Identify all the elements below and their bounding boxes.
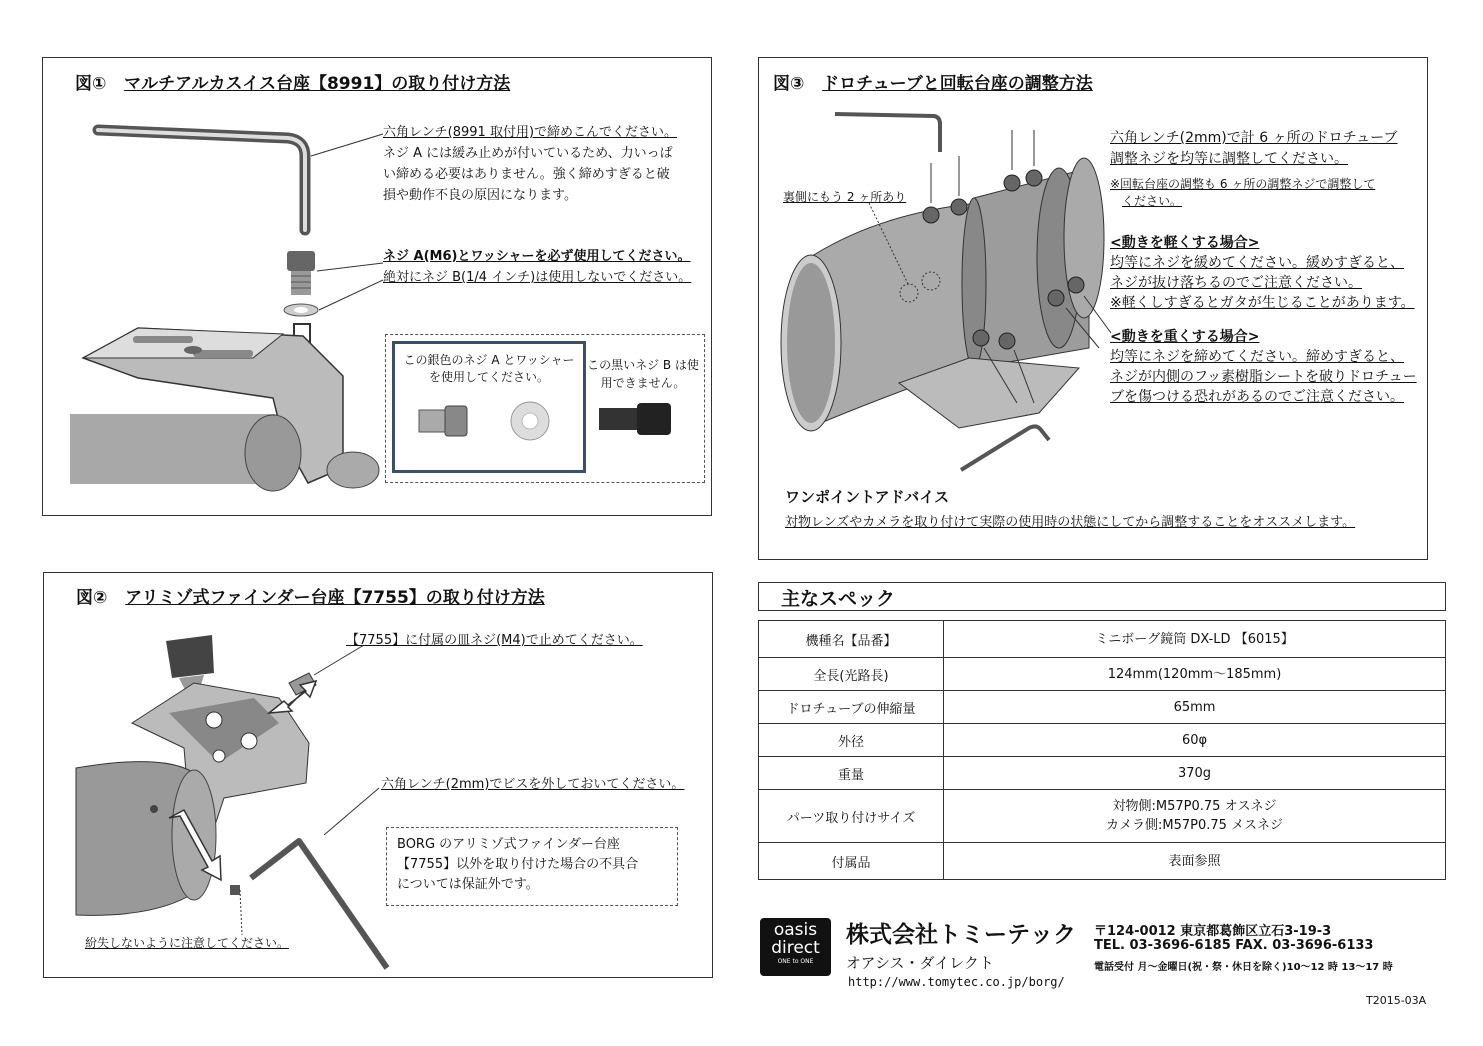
doc-code: T2015-03A (1366, 994, 1427, 1007)
fig3-lighter: <動きを軽くする場合> 均等にネジを緩めてください。緩めすぎると、 ネジが抜け落ちるのでご注意ください。 ※軽くしすぎるとガタが生じることがあります。 (1110, 235, 1415, 311)
fig3-title-text: ドロチューブと回転台座の調整方法 (822, 74, 1093, 94)
fig3-main-note: 六角レンチ(2mm)で計 6 ヶ所のドロチューブ 調整ネジを均等に調整してください。 (1110, 130, 1398, 167)
small-screw (230, 885, 240, 895)
spec-row (759, 658, 1446, 691)
advice-heading: ワンポイントアドバイス (785, 488, 950, 506)
spec-table (758, 620, 1446, 880)
ng-screw-icon (43, 58, 711, 515)
finder-knob (166, 635, 214, 678)
ok-caption: この銀色のネジ A とワッシャーを使用してください。 (403, 353, 575, 384)
company-tel: TEL. 03-3696-6185 FAX. 03-3696-6133 (1094, 938, 1374, 953)
fig2-wrench-note: 六角レンチ(2mm)でビスを外しておいてください。 (381, 777, 685, 792)
spec-key: 付属品 (759, 843, 944, 880)
spec-value: 対物側:M57P0.75 オスネジ カメラ側:M57P0.75 メスネジ (944, 790, 1446, 843)
spec-value: 65mm (944, 691, 1446, 724)
fig2-screw-note: 【7755】に付属の皿ネジ(M4)で止めてください。 (346, 633, 643, 648)
spec-row (759, 691, 1446, 724)
spec-key: 重量 (759, 757, 944, 790)
phone-hours: 電話受付 月〜金曜日(祝・祭・休日を除く)10〜12 時 13〜17 時 (1094, 962, 1393, 973)
brand-name: オアシス・ダイレクト (846, 954, 994, 972)
fig2-lost-note: 紛失しないように注意してください。 (85, 936, 290, 950)
hex-wrench-3 (835, 114, 940, 152)
oasis-logo: oasis direct ONE to ONE (760, 918, 831, 976)
spec-key: 全長(光路長) (759, 658, 944, 691)
ng-caption: この黒いネジ B は使用できません。 (587, 358, 699, 390)
company-address: 〒124-0012 東京都葛飾区立石3-19-3 (1094, 924, 1332, 939)
fig1-panel (42, 57, 712, 516)
company-name: 株式会社トミーテック (846, 922, 1076, 948)
spec-row (759, 621, 1446, 658)
spec-value: 124mm(120mm〜185mm) (944, 658, 1446, 691)
fig2-panel (43, 572, 713, 978)
fig1-wrench-note: 六角レンチ(8991 取付用)で締めこんでください。 ネジ A には緩み止めが付いているため、力いっぱ い締める必要はありません。強く締めすぎると破 損や動作不良の原因になります。 (383, 125, 678, 203)
fig1-title-text: マルチアルカスイス台座【8991】の取り付け方法 (124, 74, 511, 94)
spec-heading-box (758, 582, 1446, 611)
spec-key: 機種名【品番】 (759, 621, 944, 658)
company-url[interactable]: http://www.tomytec.co.jp/borg/ (848, 975, 1065, 989)
spec-key: パーツ取り付けサイズ (759, 790, 944, 843)
hex-wrench-4 (961, 426, 1049, 470)
warranty-box: BORG のアリミゾ式ファインダー台座 【7755】以外を取り付けた場合の不具合 については保証外です。 (386, 827, 678, 906)
fig1-screw-note: ネジ A(M6)とワッシャーを必ず使用してください。 絶対にネジ B(1/4 インチ)は使用しないでください。 (383, 249, 692, 285)
spec-row (759, 790, 1446, 843)
fig2-title-text: アリミゾ式ファインダー台座【7755】の取り付け方法 (125, 588, 545, 608)
spec-row (759, 724, 1446, 757)
fig3-sub-note: ※回転台座の調整も 6 ヶ所の調整ネジで調整して ください。 (1110, 177, 1376, 208)
spec-row (759, 757, 1446, 790)
spec-key: ドロチューブの伸縮量 (759, 691, 944, 724)
spec-key: 外径 (759, 724, 944, 757)
fig1-number: 図① (75, 74, 107, 94)
spec-value: 370g (944, 757, 1446, 790)
spec-row (759, 843, 1446, 880)
fig3-heavier: <動きを重くする場合> 均等にネジを締めてください。締めすぎると、 ネジが内側のフッ素樹脂シートを破りドロチュー ブを傷つける恐れがあるのでご注意ください。 (1110, 329, 1417, 405)
advice-body: 対物レンズやカメラを取り付けて実際の使用時の状態にしてから調整することをオススメします。 (785, 515, 1356, 530)
fig2-number: 図② (76, 588, 108, 608)
spec-value: 60φ (944, 724, 1446, 757)
fig3-panel (758, 57, 1428, 560)
fig3-number: 図③ (773, 74, 805, 94)
fig3-back-note: 裏側にもう 2 ヶ所あり (783, 190, 907, 204)
spec-value: 表面参照 (944, 843, 1446, 880)
spec-value: ミニボーグ鏡筒 DX-LD 【6015】 (944, 621, 1446, 658)
spec-heading: 主なスペック (781, 588, 896, 610)
